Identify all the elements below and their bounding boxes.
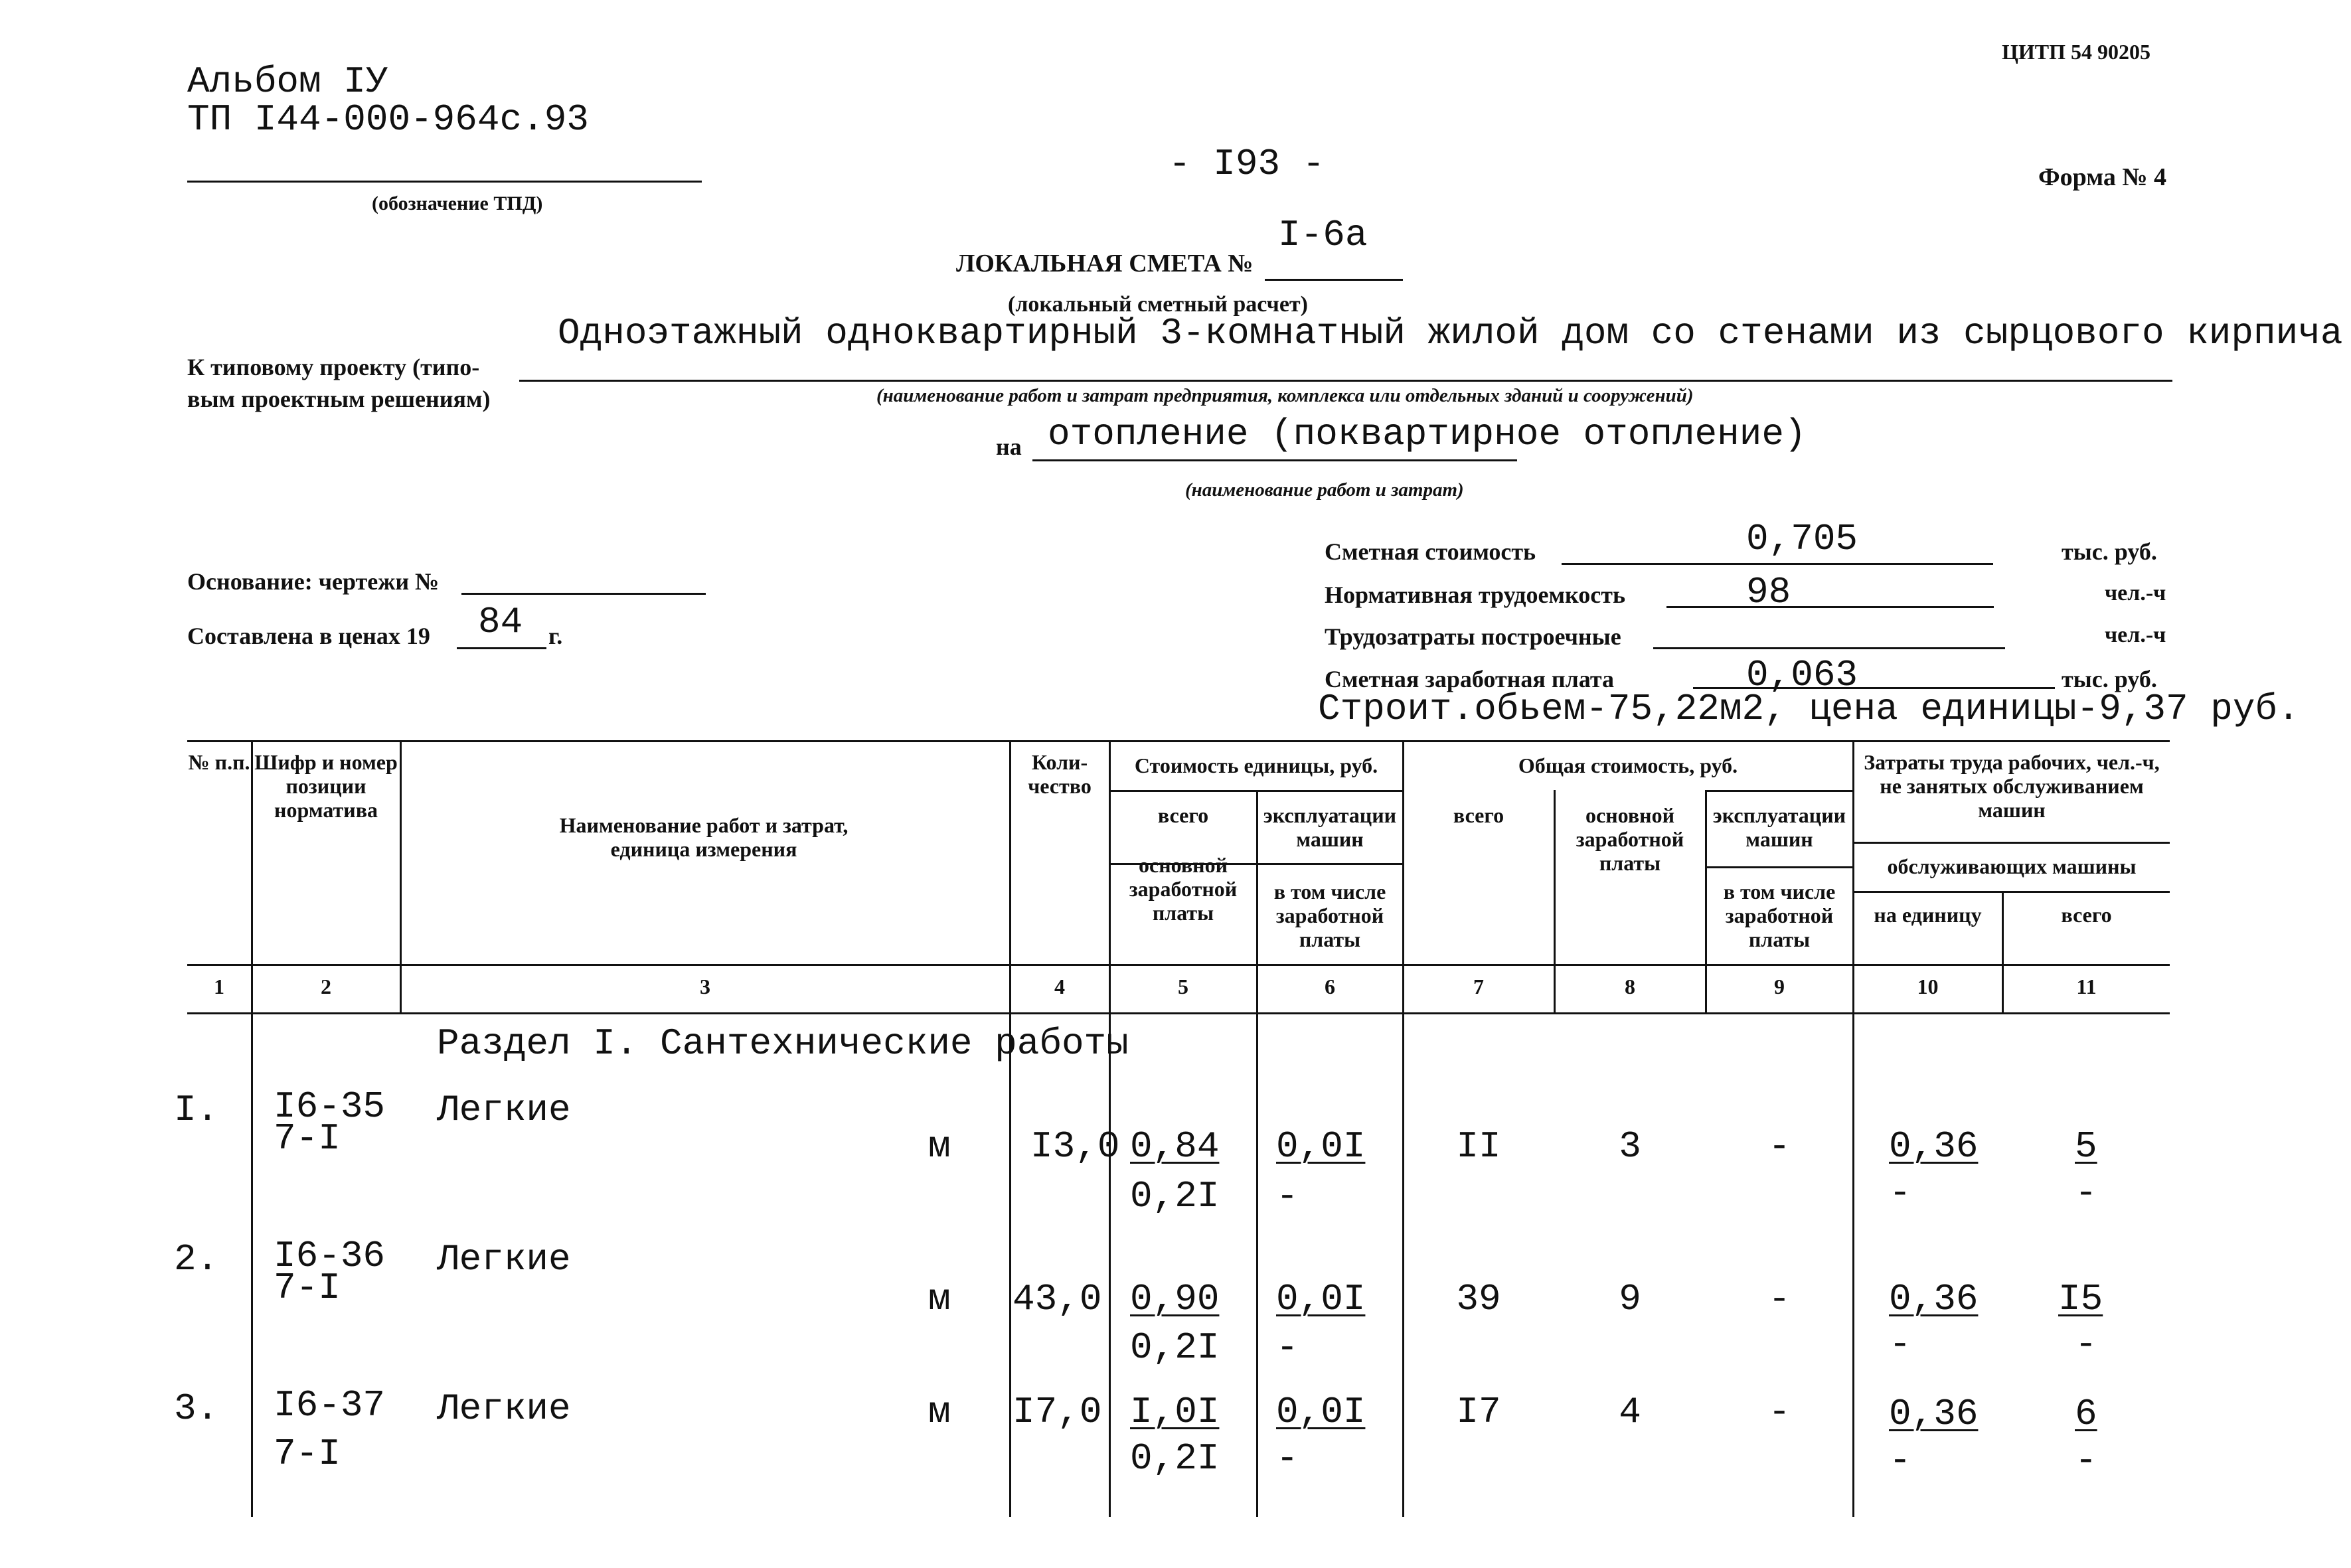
row-unit-machines-wage: - — [1276, 1437, 1299, 1480]
col-header-11: всего — [2061, 903, 2112, 927]
row-quantity: I3,0 — [1030, 1125, 1120, 1168]
row-labor-unit: 0,36 — [1889, 1393, 1979, 1435]
row-labor-unit: 0,36 — [1889, 1125, 1979, 1168]
row-total-wage: 9 — [1619, 1278, 1641, 1320]
col-header-5a: всего — [1157, 803, 1209, 827]
col-header-6a: эксплуатации машин — [1263, 803, 1397, 851]
row-total-wage: 4 — [1619, 1391, 1641, 1433]
row-code-1: I6-35 — [274, 1085, 386, 1128]
work-name-underline — [1032, 459, 1517, 461]
col-header-unit-cost: Стоимость единицы, руб. — [1134, 753, 1378, 777]
col-header-6b: в том числе заработной платы — [1273, 880, 1386, 951]
row-unit: м — [928, 1125, 951, 1168]
labor-unit: чел.-ч — [2105, 581, 2166, 605]
col-number-3: 3 — [700, 975, 710, 998]
col-number-7: 7 — [1473, 975, 1484, 998]
col-header-quantity: Коли- чество — [1028, 750, 1092, 798]
col-header-code: Шифр и номер позиции норматива — [254, 750, 398, 822]
row-code-1: I6-36 — [274, 1235, 386, 1277]
prices-year-suffix: г. — [548, 623, 563, 649]
on-label: на — [996, 433, 1022, 460]
page-number: - I93 - — [1169, 143, 1325, 185]
row-total-machines: - — [1768, 1391, 1791, 1433]
col-number-5: 5 — [1178, 975, 1188, 998]
row-unit-machines: 0,0I — [1276, 1125, 1366, 1168]
col-header-7: всего — [1453, 803, 1504, 827]
col-number-1: 1 — [214, 975, 224, 998]
row-code-2: 7-I — [274, 1267, 341, 1309]
row-unit-wage: 0,2I — [1130, 1175, 1220, 1217]
row-number: I. — [174, 1089, 219, 1131]
row-unit-total: 0,84 — [1130, 1125, 1220, 1168]
row-unit: м — [928, 1278, 951, 1320]
labor-value: 98 — [1746, 571, 1791, 613]
row-unit-wage: 0,2I — [1130, 1437, 1220, 1480]
row-labor-unit-2: - — [1889, 1323, 1911, 1366]
form-number: Форма № 4 — [2038, 163, 2167, 191]
row-code-2: 7-I — [274, 1117, 341, 1160]
labor-label: Нормативная трудоемкость — [1325, 582, 1625, 608]
tp-code: ТП I44-000-964с.93 — [187, 98, 589, 141]
estimate-number-underline — [1265, 279, 1403, 281]
row-total: II — [1456, 1125, 1501, 1168]
basis-label: Основание: чертежи № — [187, 568, 440, 595]
project-label-line1: К типовому проекту (типо- — [187, 354, 480, 380]
project-caption: (наименование работ и затрат предприятия, комплекса или отдельных зданий и сооружений) — [876, 385, 1694, 406]
row-labor-total-2: - — [2075, 1439, 2097, 1482]
col-header-number: № п.п. — [188, 750, 250, 774]
col-header-9b: в том числе заработной платы — [1723, 880, 1836, 951]
wage-value: 0,063 — [1746, 654, 1858, 696]
volume-note: Строит.обьем-75,22м2, цена единицы-9,37 руб. — [1318, 688, 2300, 730]
row-total-machines: - — [1768, 1278, 1791, 1320]
row-number: 3. — [174, 1387, 219, 1430]
designation-underline — [187, 181, 702, 183]
row-labor-unit-2: - — [1889, 1172, 1911, 1214]
basis-underline — [461, 593, 706, 595]
col-header-name: Наименование работ и затрат, единица измерения — [559, 813, 849, 861]
col-number-11: 11 — [2076, 975, 2097, 998]
wage-label: Сметная заработная плата — [1325, 666, 1614, 692]
album-label: Альбом IУ — [187, 60, 388, 103]
build-label: Трудозатраты построечные — [1325, 623, 1621, 650]
estimate-subtitle: (локальный сметный расчет) — [1008, 292, 1308, 317]
col-header-8: основной заработной платы — [1576, 803, 1684, 875]
section-title: Раздел I. Сантехнические работы — [437, 1022, 1129, 1065]
col-header-total-cost: Общая стоимость, руб. — [1518, 753, 1738, 777]
row-quantity: 43,0 — [1013, 1278, 1102, 1320]
cost-value: 0,705 — [1746, 518, 1858, 560]
row-unit-machines-wage: - — [1276, 1326, 1299, 1369]
row-labor-total: 6 — [2075, 1393, 2097, 1435]
row-labor-unit: 0,36 — [1889, 1278, 1979, 1320]
prices-label: Составлена в ценах 19 — [187, 623, 430, 649]
work-caption: (наименование работ и затрат) — [1185, 479, 1464, 501]
row-name: Легкие — [437, 1387, 571, 1430]
citp-code: ЦИТП 54 90205 — [2002, 40, 2151, 64]
col-number-9: 9 — [1774, 975, 1785, 998]
row-number: 2. — [174, 1238, 219, 1281]
row-labor-unit-2: - — [1889, 1439, 1911, 1482]
col-header-10: на единицу — [1874, 903, 1982, 927]
row-name: Легкие — [437, 1089, 571, 1131]
col-header-labor-sub: обслуживающих машины — [1887, 854, 2137, 878]
cost-underline — [1562, 563, 1993, 565]
row-unit-wage: 0,2I — [1130, 1326, 1220, 1369]
build-unit: чел.-ч — [2105, 623, 2166, 647]
row-labor-total: 5 — [2075, 1125, 2097, 1168]
row-code-1: I6-37 — [274, 1384, 386, 1427]
row-unit-machines: 0,0I — [1276, 1391, 1366, 1433]
col-number-8: 8 — [1625, 975, 1635, 998]
designation-caption: (обозначение ТПД) — [372, 193, 543, 214]
row-unit-total: I,0I — [1130, 1391, 1220, 1433]
col-number-6: 6 — [1325, 975, 1335, 998]
prices-year-underline — [457, 647, 546, 649]
cost-unit: тыс. руб. — [2062, 538, 2157, 565]
row-labor-total-2: - — [2075, 1323, 2097, 1366]
col-number-10: 10 — [1917, 975, 1939, 998]
col-number-4: 4 — [1054, 975, 1065, 998]
row-quantity: I7,0 — [1013, 1391, 1102, 1433]
col-number-2: 2 — [321, 975, 331, 998]
row-labor-total-2: - — [2075, 1172, 2097, 1214]
row-total-wage: 3 — [1619, 1125, 1641, 1168]
col-header-labor: Затраты труда рабочих, чел.-ч, не занятых обслуживанием машин — [1864, 750, 2160, 822]
work-name: отопление (поквартирное отопление) — [1048, 413, 1807, 455]
prices-year: 84 — [478, 601, 523, 643]
project-name-underline — [519, 380, 2172, 382]
project-name: Одноэтажный одноквартирный 3-комнатный жилой дом со стенами из сырцового кирпича — [558, 312, 2343, 354]
row-labor-total: I5 — [2058, 1278, 2103, 1320]
row-unit-machines: 0,0I — [1276, 1278, 1366, 1320]
row-total: 39 — [1456, 1278, 1501, 1320]
project-label-line2: вым проектным решениям) — [187, 386, 491, 412]
build-underline — [1653, 647, 2005, 649]
row-unit-machines-wage: - — [1276, 1175, 1299, 1217]
estimate-title: ЛОКАЛЬНАЯ СМЕТА № — [956, 250, 1254, 277]
row-name: Легкие — [437, 1238, 571, 1281]
col-header-9a: эксплуатации машин — [1712, 803, 1846, 851]
row-total-machines: - — [1768, 1125, 1791, 1168]
row-code-2: 7-I — [274, 1433, 341, 1475]
row-unit: м — [928, 1391, 951, 1433]
labor-underline — [1666, 606, 1994, 608]
row-total: I7 — [1456, 1391, 1501, 1433]
col-header-5b: основной заработной платы — [1129, 853, 1238, 925]
estimate-number: I-6а — [1278, 214, 1368, 256]
cost-label: Сметная стоимость — [1325, 538, 1536, 565]
row-unit-total: 0,90 — [1130, 1278, 1220, 1320]
wage-unit: тыс. руб. — [2062, 666, 2157, 692]
